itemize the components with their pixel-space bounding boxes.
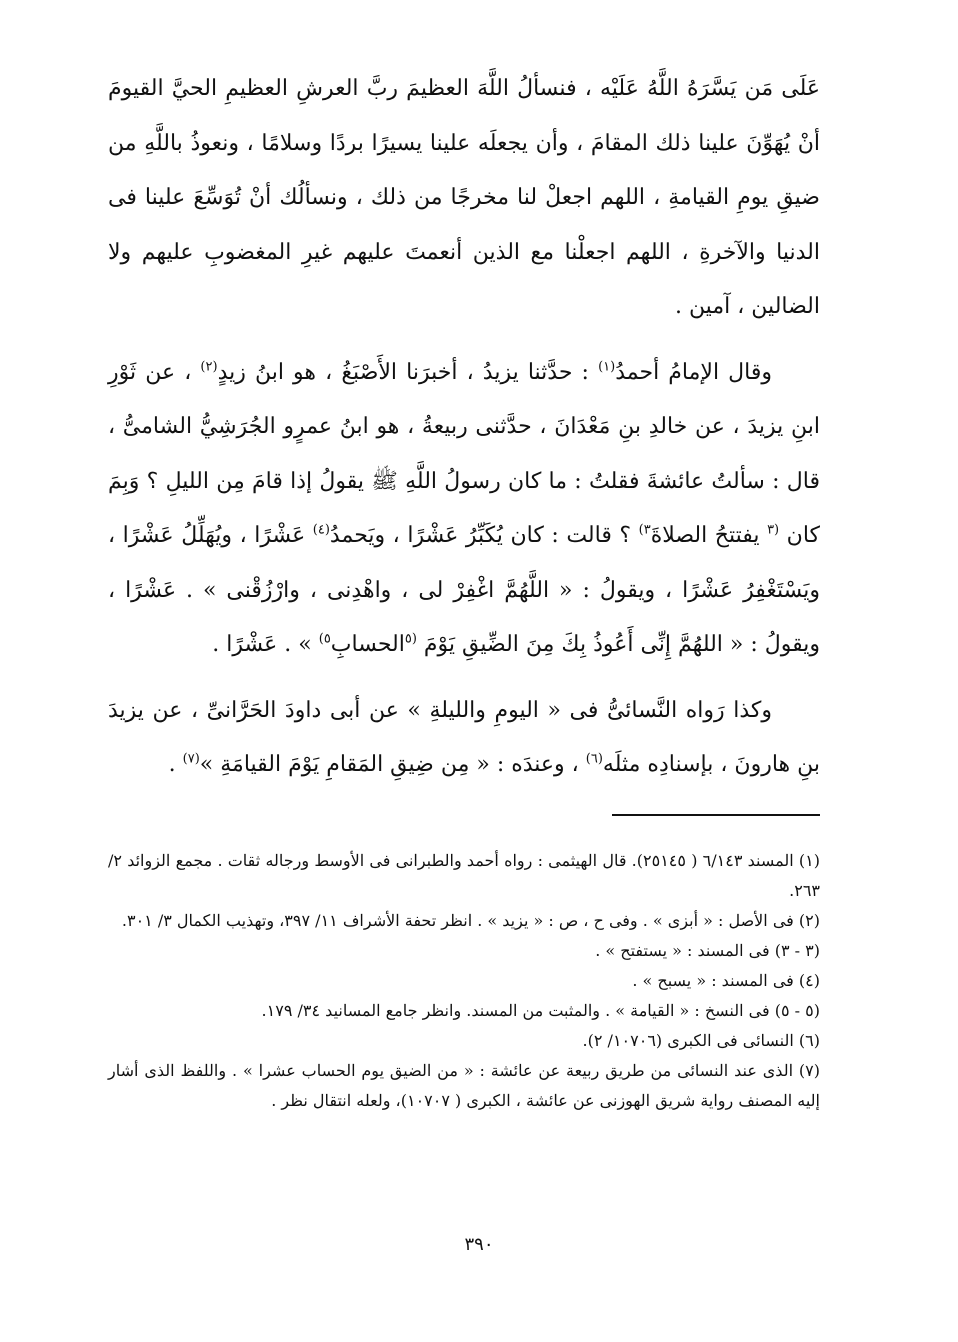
- text-span: وقال الإمامُ أحمدُ: [615, 359, 772, 385]
- footnote-ref-4: (٤): [312, 522, 330, 538]
- footnotes: [108, 846, 820, 1116]
- footnote-ref-2: (٢): [200, 359, 218, 375]
- footnote-6: (٦) النسائى فى الكبرى (١٠٧٠٦/ ٢).: [582, 1031, 820, 1050]
- text-span: » . عَشْرًا .: [212, 632, 319, 657]
- footnote-ref-5-close: ٥): [318, 631, 331, 647]
- footnote-ref-7: (٧): [182, 751, 200, 767]
- footnote-1: (١) المسند ٦/١٤٣ ( ٢٥١٤٥). قال الهيثمى : رواه أحمد والطبرانى فى الأوسط ورجاله ثقات . مجمع الزوائد ٢/ ٢٦٣.: [108, 851, 820, 900]
- text-span: ؟ قالت : كان يُكَبِّرُ عَشْرًا ، ويَحمدُ: [329, 523, 639, 548]
- footnote-ref-1: (١): [598, 359, 616, 375]
- paragraph-2: [108, 346, 820, 673]
- footnote-7: (٧) الذى عند النسائى من طريق ربيعة عن عائشة : « من الضيق يوم الحساب عشرا » . واللفظ الذى أشار إليه المصنف رواية شريق الهوزنى عن عائشة ، الكبرى ( ١٠٧٠٧)، ولعله انتقال نظر .: [108, 1061, 820, 1110]
- text-span: ، عن ثَوْرِ ابنِ يزيدَ ، عن خالدِ بنِ مَعْدَانَ ، حدَّثنى ربيعةُ ، هو ابنُ عمرٍو الجُرَشِيُّ الشامىُّ ، قال : سألتُ عائشةَ فقلتُ : ما كان رسولُ اللَّهِ ﷺ يقولُ إذا قامَ مِن الليلِ ؟ وَبِمَ كان: [108, 359, 821, 548]
- footnote-4: (٤) فى المسند : « يسبح » .: [632, 971, 820, 990]
- text-span: ، وعندَه : « مِن ضِيقِ المَقامِ يَوْمَ القيامَةِ »: [199, 752, 586, 777]
- text-span: .: [168, 752, 183, 777]
- page-number: ٣٩٠: [464, 1234, 494, 1255]
- footnote-divider: [612, 814, 820, 816]
- paragraph-3: [108, 684, 820, 793]
- text-span: يفتتحُ الصلاةَ: [650, 523, 768, 548]
- footnote-ref-5-open: (٥: [404, 631, 417, 647]
- footnote-5: (٥ - ٥) فى النسخ : « القيامة » . والمثبت من المسند. وانظر جامع المسانيد ٣٤/ ١٧٩.: [261, 1001, 820, 1020]
- footnote-3: (٣ - ٣) فى المسند : « يستفتح » .: [595, 941, 820, 960]
- footnote-ref-6: (٦): [585, 751, 603, 767]
- text-span: الحسابِ: [330, 632, 405, 657]
- text-span: وكذا رَواه النَّسائىُّ فى « اليومِ والليلةِ » عن أبى داودَ الحَرَّانىِّ ، عن يزيدَ بنِ هارونَ ، بإسنادِه مثلَه: [108, 697, 820, 777]
- footnote-ref-3-open: (٣: [767, 522, 780, 538]
- paragraph-1: عَلَى مَن يَسَّرَهُ اللَّهُ عَلَيْه ، فنسألُ اللَّهَ العظيمَ ربَّ العرشِ العظيمِ الحيَّ القيومَ أنْ يُهَوِّنَ علينا ذلك المقامَ ، وأن يجعلَه علينا يسيرًا بردًا وسلامًا ، ونعوذُ باللَّهِ من ضيقِ يومِ القيامةِ ، اللهم اجعلْ لنا مخرجًا من ذلك ، ونسألُك أنْ تُوَسِّعَ علينا فى الدنيا والآخرةِ ، اللهم اجعلْنا مع الذين أنعمتَ عليهم غيرِ المغضوبِ عليهم ولا الضالين ، آمين .: [108, 76, 820, 319]
- footnote-ref-3-close: ٣): [638, 522, 651, 538]
- footnote-2: (٢) فى الأصل : « أبزى » . وفى ح ، ص : « يزيد » . انظر تحفة الأشراف ١١/ ٣٩٧، وتهذيب الكمال ٣/ ٣٠١.: [121, 911, 820, 930]
- main-text: [108, 62, 820, 793]
- text-span: عَشْرًا ، ويُهَلِّلُ عَشْرًا ، ويَسْتَغْفِرُ عَشْرًا ، ويقولُ : « اللَّهُمَّ اغْفِرْ لى ، واهْدِنى ، وارْزُقْنى » . عَشْرًا ، ويقولُ : « اللهُمَّ إِنِّى أَعُوذُ بِكَ مِنَ الضِّيقِ يَوْمَ: [108, 523, 820, 657]
- text-span: : حدَّثنا يزيدُ ، أخبرَنا الأَصْبَغُ ، هو ابنُ زيدٍ: [217, 359, 599, 385]
